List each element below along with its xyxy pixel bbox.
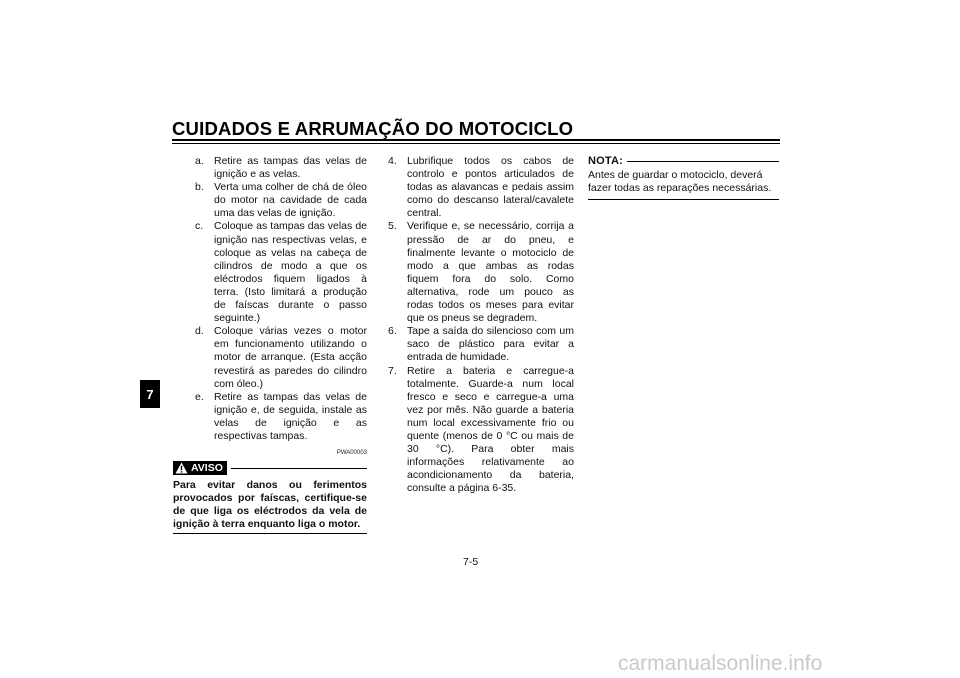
step-text: Retire a bateria e carregue-a totalmente. Guarde-a num local fresco e seco e carregue-a uma vez por mês. Não guarde a bateria num local excessivamente frio ou quente (menos de 0 °C ou mais de 30 °C). Para obter mais informações relativamente ao acondicionamento da bateria, consulte a página 6-35. (407, 364, 574, 495)
warning-text: Para evitar danos ou ferimentos provocados por faíscas, certifique-se de que liga os eléctrodos da vela de ignição à terra enquanto liga o motor. (173, 479, 367, 531)
step-6 (388, 325, 574, 364)
warning-header (173, 461, 367, 475)
watermark: carmanualsonline.info (618, 652, 823, 675)
step-label: 5. (388, 220, 397, 233)
step-text: Lubrifique todos os cabos de controlo e pontos articulados de todas as alavancas e pedais assim como do descanso lateral/cavalete central. (407, 155, 574, 220)
note-rule (627, 161, 779, 162)
step-label: c. (195, 220, 204, 233)
step-b (195, 181, 367, 220)
warning-label: AVISO (191, 461, 223, 474)
step-text: Retire as tampas das velas de ignição e as velas. (214, 155, 367, 181)
note-text: Antes de guardar o motociclo, deverá fazer todas as reparações necessárias. (588, 169, 772, 195)
step-label: d. (195, 325, 204, 338)
step-text: Verifique e, se necessário, corrija a pressão de ar do pneu, e finalmente levante o motociclo de modo a que ambas as rodas fiquem fora do solo. Como alternativa, rode um pouco as rodas todos os meses para evitar que os pneus se degradem. (407, 220, 574, 325)
note-header (588, 155, 779, 168)
chapter-tab: 7 (140, 380, 160, 408)
step-label: 7. (388, 364, 397, 377)
step-c (195, 220, 367, 325)
warning-rule (231, 468, 367, 469)
step-text: Verta uma colher de chá de óleo do motor na cavidade de cada uma das velas de ignição. (214, 181, 367, 220)
step-text: Coloque as tampas das velas de ignição nas respectivas velas, e coloque as velas na cabeça de cilindros de modo a que os eléctrodos fiquem ligados à terra. (Isto limitará a produção de faíscas durante o passo seguinte.) (214, 220, 367, 325)
header-rule (172, 139, 780, 141)
step-label: b. (195, 181, 204, 194)
step-5 (388, 220, 574, 325)
step-a (195, 155, 367, 181)
warning-triangle-icon (175, 462, 188, 474)
note-bottom-rule (588, 199, 779, 200)
step-label: 6. (388, 325, 397, 338)
step-label: e. (195, 390, 204, 403)
page-number: 7-5 (463, 556, 479, 568)
page-title: CUIDADOS E ARRUMAÇÃO DO MOTOCICLO (172, 118, 574, 139)
step-text: Tape a saída do silencioso com um saco de plástico para evitar a entrada de humidade. (407, 325, 574, 364)
step-label: 4. (388, 155, 397, 167)
step-label: a. (195, 155, 204, 167)
step-e (195, 391, 367, 443)
step-d (195, 325, 367, 390)
step-text: Retire as tampas das velas de ignição e, de seguida, instale as velas de ignição e as respectivas tampas. (214, 390, 367, 442)
step-text: Coloque várias vezes o motor em funcionamento utilizando o motor de arranque. (Esta acção revestirá as paredes do cilindro com óleo.) (214, 325, 367, 390)
warning-bottom-rule (173, 533, 367, 534)
header-rule-thin (172, 143, 780, 144)
step-7 (388, 365, 574, 496)
step-4 (388, 155, 574, 220)
reference-code: PWA00003 (336, 450, 367, 457)
warning-badge (173, 461, 227, 475)
column-1 (173, 155, 367, 534)
note-title: NOTA: (588, 155, 624, 167)
column-2 (388, 155, 574, 495)
column-3 (588, 155, 779, 200)
